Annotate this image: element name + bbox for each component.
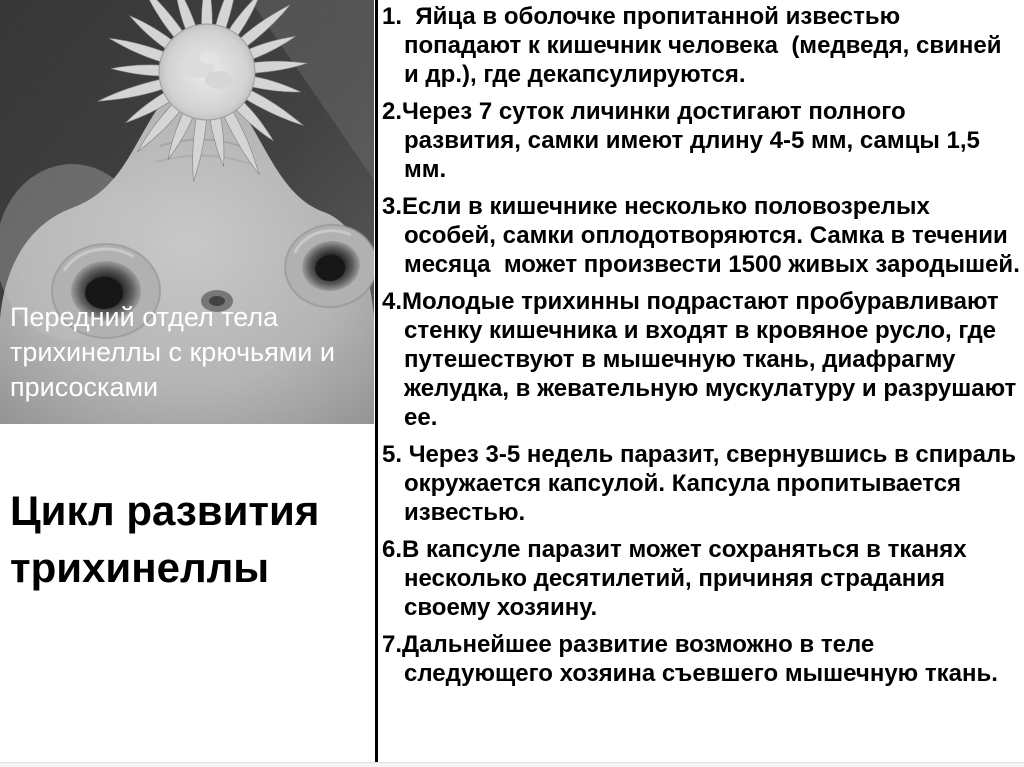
list-item <box>382 630 1022 688</box>
item-number: 5. <box>382 441 409 468</box>
list-item <box>382 192 1022 279</box>
items-list <box>382 0 1022 688</box>
item-number: 4. <box>382 288 403 315</box>
item-number: 2. <box>382 98 403 125</box>
item-text: Яйца в оболочке пропитанной известью попадают к кишечник человека (медведя, свиней и др.), где декапсулируются. <box>404 3 1002 88</box>
item-text: Если в кишечнике несколько половозрелых особей, самки оплодотворяются. Самка в течении месяца может произвести 1500 живых зародышей. <box>402 193 1020 278</box>
photo-caption: Передний отдел тела трихинеллы с крючьями и присосками <box>10 302 335 402</box>
bottom-strip <box>0 762 1024 767</box>
item-number: 6. <box>382 536 403 563</box>
list-item <box>382 535 1022 622</box>
column-divider <box>375 0 378 767</box>
item-text: Дальнейшее развитие возможно в теле следующего хозяина съевшего мышечную ткань. <box>402 631 998 687</box>
slide-title: Цикл развития трихинеллы <box>10 487 320 591</box>
item-text: В капсуле паразит может сохраняться в тканях несколько десятилетий, причиняя страдания своему хозяину. <box>402 536 967 621</box>
item-text: Молодые трихинны подрастают пробуравливают стенку кишечника и входят в кровяное русло, где путешествуют в мышечную ткань, диафрагму желудка, в жевательную мускулатуру и разрушают ее. <box>402 288 1017 431</box>
item-number: 3. <box>382 193 403 220</box>
list-item <box>382 287 1022 432</box>
item-number: 1. <box>382 3 416 30</box>
list-item <box>382 2 1022 89</box>
item-text: Через 7 суток личинки достигают полного развития, самки имеют длину 4-5 мм, самцы 1,5 мм. <box>402 98 980 183</box>
trichinella-photo <box>0 0 374 424</box>
list-item <box>382 440 1022 527</box>
item-number: 7. <box>382 631 403 658</box>
list-item <box>382 97 1022 184</box>
item-text: Через 3-5 недель паразит, свернувшись в спираль окружается капсулой. Капсула пропитывается известью. <box>404 441 1017 526</box>
